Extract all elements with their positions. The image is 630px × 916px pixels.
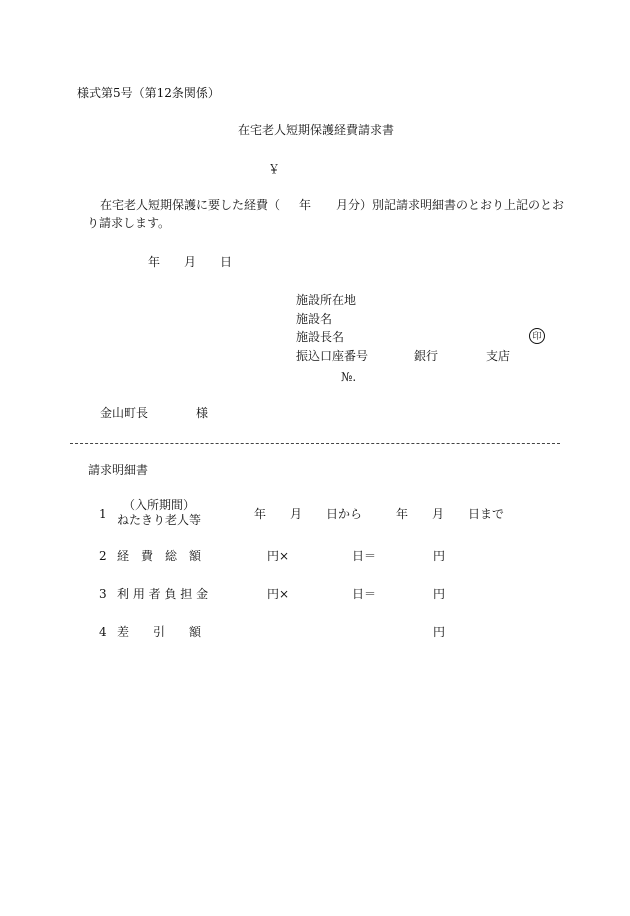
row3-yen: 円	[433, 587, 446, 601]
row2-yen: 円	[433, 549, 446, 563]
row3-number: 3	[99, 587, 107, 601]
account-no-label: №.	[341, 370, 357, 384]
row2-label: 経 費 総 額	[117, 549, 202, 563]
addressee-name: 金山町長	[100, 406, 149, 420]
facility-name-label: 施設名	[296, 312, 333, 326]
row3-label: 利 用 者 負 担 金	[117, 587, 209, 601]
addressee-honorific: 様	[196, 406, 209, 420]
cut-line	[70, 443, 560, 444]
branch-label: 支店	[486, 349, 511, 363]
row4-yen: 円	[433, 625, 446, 639]
row1-label-top: （入所期間）	[123, 498, 196, 512]
row3-yen-times: 円×	[267, 587, 290, 601]
yen-amount-mark: ￥	[268, 162, 281, 176]
row4-label: 差 引 額	[117, 625, 202, 639]
row1-label	[117, 498, 201, 528]
account-number-label: 振込口座番号	[296, 349, 369, 363]
statement-year: 年	[299, 198, 312, 212]
row2-number: 2	[99, 549, 107, 563]
row1-month-to: 月	[432, 507, 445, 521]
document-title: 在宅老人短期保護経費請求書	[238, 123, 395, 137]
row2-days-eq: 日＝	[352, 549, 377, 563]
row1-year-to: 年	[396, 507, 409, 521]
row1-day-from: 日から	[326, 507, 363, 521]
details-heading: 請求明細書	[88, 463, 149, 477]
row1-month-from: 月	[290, 507, 303, 521]
facility-head-label: 施設長名	[296, 330, 345, 344]
bank-label: 銀行	[414, 349, 439, 363]
facility-address-label: 施設所在地	[296, 293, 357, 307]
statement-month-portion: 月分）別記請求明細書のとおり上記のとお	[336, 198, 565, 212]
row1-number: 1	[99, 507, 107, 521]
row3-days-eq: 日＝	[352, 587, 377, 601]
statement-part1: 在宅老人短期保護に要した経費（	[100, 198, 281, 212]
statement-line2: り請求します。	[87, 216, 171, 230]
row1-day-to: 日まで	[468, 507, 505, 521]
date-year: 年	[148, 255, 161, 269]
seal-icon: 印	[529, 328, 545, 344]
date-month: 月	[184, 255, 197, 269]
date-day: 日	[220, 255, 233, 269]
row1-year-from: 年	[254, 507, 267, 521]
row1-label-bottom: ねたきり老人等	[117, 513, 202, 527]
form-number: 様式第5号（第12条関係）	[77, 86, 220, 100]
row4-number: 4	[99, 625, 107, 639]
row2-yen-times: 円×	[267, 549, 290, 563]
